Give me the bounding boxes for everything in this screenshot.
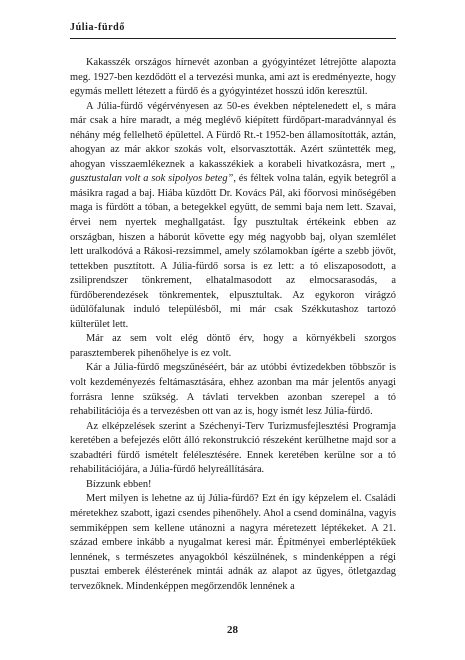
body-text xyxy=(70,56,396,594)
paragraph: Kakasszék országos hírnevét azonban a gyógyintézet létrejötte alapozta meg. 1927-ben kezdődött el a tervezési munka, ami azt is eredményezte, hogy egymás mellett létezett a fürdő és a gyógyintézet hosszú időn keresztül. xyxy=(70,57,396,98)
running-head: Júlia-fürdő xyxy=(70,22,125,33)
quotation: „ gusztustalan volt a sok sipolyos beteg” xyxy=(70,158,396,185)
paragraph: Mert milyen is lehetne az új Júlia-fürdő? Ezt én így képzelem el. Családi méretekhez szabott, igazi csendes pihenőhely. Ahol a csend dominálna, vagyis semmiképpen sem kellene utánozni a nagyra méretezett léptékeket. A 21. század embere inkább a nyugalmat keresi már. Építményei emberléptékűek lennének, s természetes anyagokból készülnének, s mindenképpen a régi pusztai emberek élésterének mintái adnák az alapot az ügyes, ötletgazdag tervezőknek. Mindenképpen megőrzendők lennének a xyxy=(70,493,396,592)
paragraph: Az elképzelések szerint a Széchenyi-Terv Turizmusfejlesztési Programja keretében a befejezés előtt álló rekonstrukció részeként kerülhetne majd sor a szabadtéri fürdő ismételt felélesztésére. Ennek keretében kerülne sor a tó rehabilitációjára, a Júlia-fürdő helyreállítására. xyxy=(70,420,396,476)
page-number: 28 xyxy=(227,624,238,636)
paragraph: Bízzunk ebben! xyxy=(86,478,152,490)
paragraph: A Júlia-fürdő végérvényesen az 50-es években néptelenedett el, s mára már csak a híre maradt, a még meglévő kiépített fürdőpart-maradvánnyal és néhány még fellelhető épülettel. A Fürdő Rt.-t 1952-ben államosították, aztán, ahogyan az már akkor szokás volt, elsorvasztották. Azért szüntették meg, ahogyan visszaemlékeznek a kakasszékiek a korabeli hivatkozásra, mert „ gusztustalan volt a sok sipolyos beteg”, és féltek volna talán, egyik betegről a másikra ragad a baj. Hiába küzdött Dr. Kovács Pál, aki főorvosi minőségében maga is fürdött a tóban, a betegekkel együtt, de semmi baja nem lett. Szavai, érvei nem nyertek meghallgatást. Így pusztultak értékeink ebben az országban, hiszen a háborút követte egy még nagyobb baj, olyan szemlélet lett uralkodóvá a Rákosi-rezsimmel, amely szólamokban ígérte a szebb jövőt, tettekben pusztított. A Júlia-fürdő sorsa is ez lett: a tó eliszaposodott, a zsiliprendszer tönkrement, elhatalmasodott az elmocsarasodás, a fürdőberendezések tönkrementek, elpusztultak. Az egykoron virágzó üdülőfalunak induló településből, mi már csak Székkutashoz tartozó külterület lett. xyxy=(70,100,396,330)
paragraph: Kár a Júlia-fürdő megszűnéséért, bár az utóbbi évtizedekben többször is volt kezdeményezés feltámasztására, ehhez azonban ma már jelentős anyagi forrásra lenne szükség. A távlati tervekben azonban szerepel a tó rehabilitációja és a tervezésben ott van az is, hogy ismét lesz Júlia-fürdő. xyxy=(70,362,396,418)
header-rule xyxy=(70,38,396,39)
paragraph: Már az sem volt elég döntő érv, hogy a környékbeli szorgos parasztemberek pihenőhelye is ez volt. xyxy=(70,333,396,359)
